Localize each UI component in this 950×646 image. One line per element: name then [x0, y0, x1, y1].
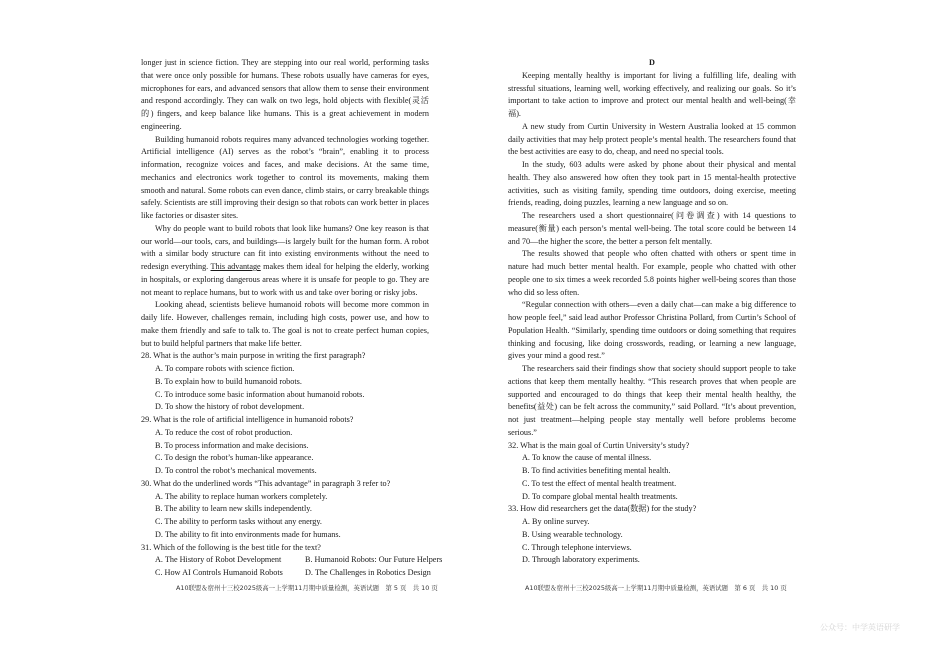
option: D. To control the robot’s mechanical movements.	[155, 466, 317, 475]
paragraph-text: makes them ideal for helping the elderly, working in hospitals, or exploring dangerous areas where it is unsafe for people to go. They are not meant to replace humans, but to work with us and take over boring or risky jobs.	[141, 262, 429, 297]
option: A. By online survey.	[522, 517, 590, 526]
option: D. The Challenges in Robotics Design	[305, 568, 431, 577]
paragraph: The researchers said their findings show that society should support people to take actions that keep them mentally healthy. “This research proves that when people are supported and encouraged to do things that keep their mental health healthy, the benefits(益处) can be felt across the community,” said Pollard. “It’s about prevention, not just treatment—helping people stay mentally well before problems become serious.”	[508, 364, 796, 437]
page-footer-left: A10联盟＆宿州十三校2025级高一上学期11月期中质量检测，英语试题 第 5 页 共 10 页	[176, 584, 438, 592]
underlined-phrase: This advantage	[210, 262, 261, 271]
option: C. To design the robot’s human-like appearance.	[155, 453, 314, 463]
page-footer-right: A10联盟＆宿州十三校2025级高一上学期11月期中质量检测，英语试题 第 6 页 共 10 页	[525, 584, 787, 592]
paragraph	[141, 223, 429, 300]
paragraph-text: Why do people want to build robots that look like humans? One key reason is that our world—our tools, cars, and buildings—is largely built for the human form. A robot with a similar body structure can fit into existing environments without the need to redesign everything.	[141, 223, 429, 271]
option: B. To explain how to build humanoid robots.	[155, 376, 302, 386]
option: B. To find activities benefiting mental health.	[522, 466, 671, 475]
option: A. The History of Robot Development	[155, 555, 282, 565]
option: D. To compare global mental health treatments.	[522, 491, 678, 501]
question-28: 28. What is the author’s main purpose in writing the first paragraph?	[141, 351, 366, 361]
option: D. Through laboratory experiments.	[522, 555, 640, 565]
option: B. Humanoid Robots: Our Future Helpers	[305, 555, 443, 565]
paragraph: A new study from Curtin University in Western Australia looked at 15 common daily activities that may help protect people’s mental health. The researchers found that the best activities are easy to do, cheap, and need no special tools.	[508, 121, 796, 157]
question-30: 30. What do the underlined words “This advantage” in paragraph 3 refer to?	[141, 478, 391, 488]
question-32: 32. What is the main goal of Curtin University’s study?	[508, 440, 690, 450]
paragraph: In the study, 603 adults were asked by phone about their physical and mental health. They also answered how often they took part in 15 mental-health protective activities, such as visiting family, spending time outdoors, doing exercise, meeting friends, reading, doing puzzles, learning a new language and so on.	[508, 160, 796, 208]
paragraph: The results showed that people who often chatted with others or spent time in nature had much better mental health. For example, people who chatted with other people one to six times a week recorded 5.8 points higher well-being scores than those who did so less often.	[508, 249, 796, 297]
option: D. To show the history of robot development.	[155, 402, 305, 412]
option: A. To know the cause of mental illness.	[522, 453, 652, 463]
right-column	[508, 57, 796, 567]
option: C. How AI Controls Humanoid Robots	[155, 568, 283, 577]
question-31: 31. Which of the following is the best title for the text?	[141, 542, 321, 552]
watermark: 公众号：中学英语研学	[820, 623, 900, 632]
option: A. To reduce the cost of robot production.	[155, 427, 293, 437]
option: A. The ability to replace human workers completely.	[155, 491, 328, 501]
paragraph: Keeping mentally healthy is important for living a fulfilling life, dealing with stressful situations, learning well, working effectively, and realizing our goals. So it’s important to take action to improve and protect our mental health and well-being(幸福).	[508, 70, 796, 118]
option: B. Using wearable technology.	[522, 529, 623, 539]
option: C. The ability to perform tasks without any energy.	[155, 517, 322, 526]
option: C. To test the effect of mental health treatment.	[522, 478, 677, 488]
option: A. To compare robots with science fiction.	[155, 364, 295, 373]
left-column	[141, 57, 443, 580]
section-heading: D	[649, 58, 655, 67]
question-33: 33. How did researchers get the data(数据) for the study?	[508, 504, 697, 514]
paragraph: The researchers used a short questionnaire(问卷调查) with 14 questions to measure(衡量) each person’s mental well-being. The total score could be between 14 and 70—the higher the score, the better a person felt mentally.	[508, 211, 796, 246]
paragraph: “Regular connection with others—even a daily chat—can make a big difference to how people feel,” said lead author Professor Christina Pollard, from Curtin’s School of Population Health. “Similarly, spending time outdoors or doing something that requires thinking and focusing, like doing crosswords, reading, or learning a new language, gives your mind a good rest.”	[508, 300, 796, 361]
option: C. Through telephone interviews.	[522, 542, 632, 552]
option: C. To introduce some basic information about humanoid robots.	[155, 389, 365, 399]
option: D. The ability to fit into environments made for humans.	[155, 529, 341, 539]
paragraph: Building humanoid robots requires many advanced technologies working together. Artificial intelligence (AI) serves as the robot’s “brain”, enabling it to process information, recognize voices and faces, and make decisions. At the same time, mechanics and electronics work together to control its movements, making them smooth and natural. Some robots can even dance, climb stairs, or carry breakable things safely. Scientists are still improving their design so that robots can work better in places like factories or disaster sites.	[141, 134, 429, 220]
paragraph: longer just in science fiction. They are stepping into our real world, performing tasks that were once only possible for humans. These robots usually have cameras for eyes, microphones for ears, and advanced sensors that allow them to sense their environment and respond accordingly. They can walk on two legs, hold objects with flexible(灵活的) fingers, and keep balance like humans. This is a great achievement in modern engineering.	[141, 58, 429, 131]
paragraph: Looking ahead, scientists believe humanoid robots will become more common in daily life. However, challenges remain, including high costs, power use, and how to make them friendly and safe to talk to. The goal is not to create perfect human copies, but to build helpful partners that make life better.	[141, 300, 429, 348]
option: B. The ability to learn new skills independently.	[155, 504, 312, 514]
option-grid	[155, 554, 443, 580]
option: B. To process information and make decisions.	[155, 440, 309, 450]
question-29: 29. What is the role of artificial intelligence in humanoid robots?	[141, 415, 354, 424]
